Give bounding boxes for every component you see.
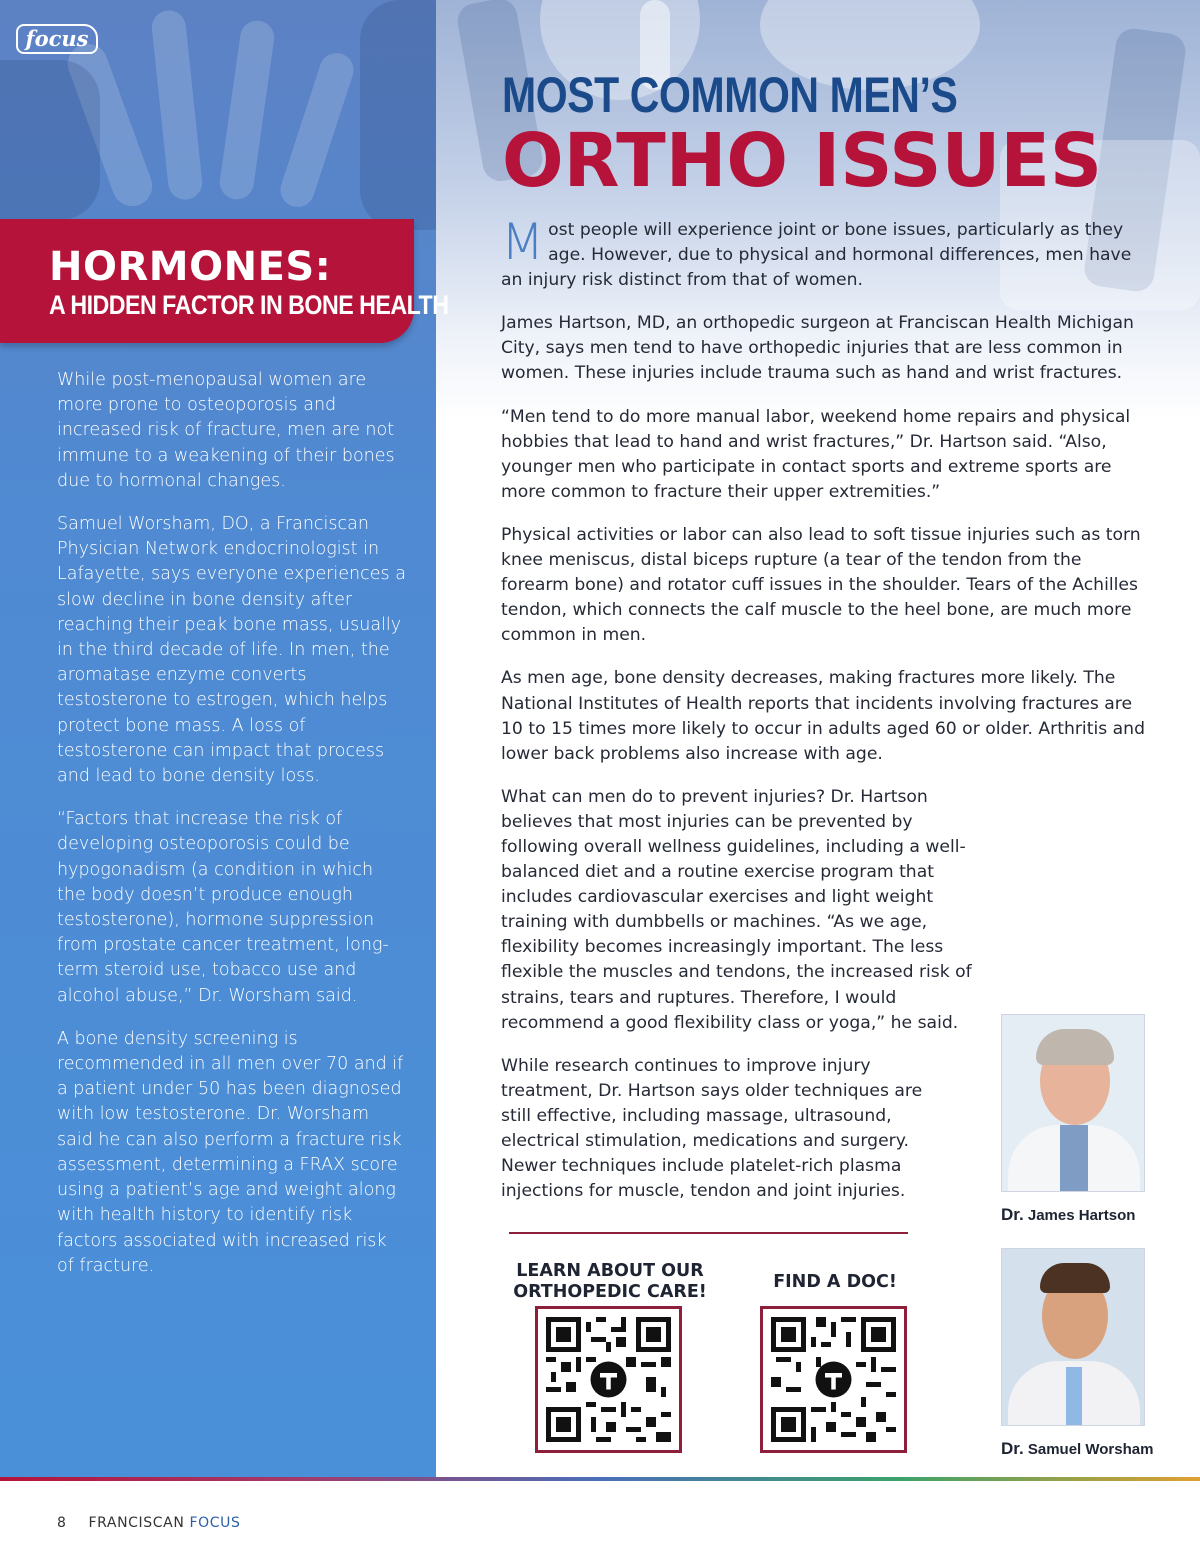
article-lead-text: ost people will experience joint or bone issues, particularly as they age. However, due to physical and hormonal differences, men have an injury risk distinct from that of women. bbox=[501, 220, 1132, 291]
sidebar-subtitle: A HIDDEN FACTOR IN BONE HEALTH bbox=[49, 290, 449, 320]
divider bbox=[509, 1232, 908, 1234]
article-paragraph: As men age, bone density decreases, making fractures more likely. The National Institutes of Health reports that incidents involving fractures are 10 to 15 times more likely to occur in adults aged 60 or older. Arthritis and lower back problems also increase with age. bbox=[501, 668, 1145, 764]
article-paragraph: “Men tend to do more manual labor, weekend home repairs and physical hobbies that lead to hand and wrist fractures,” Dr. Hartson said. “Also, younger men who participate in contact sports and extreme sports are more common to fracture their upper extremities.” bbox=[501, 406, 1131, 502]
qr-pattern bbox=[546, 1317, 671, 1442]
article-paragraph: While research continues to improve injury treatment, Dr. Hartson says older techniques are still effective, including massage, ultrasound, electrical stimulation, medications and surgery. Newer techniques include platelet-rich plasma injections for muscle, tendon and joint injuries. bbox=[501, 1055, 923, 1202]
article-paragraph: James Hartson, MD, an orthopedic surgeon at Franciscan Health Michigan City, says men tend to have orthopedic injuries that are less common in women. These injuries include trauma such as hand and wrist fractures. bbox=[501, 313, 1134, 384]
qr-code-find-doc[interactable] bbox=[760, 1306, 907, 1453]
sidebar-paragraph: While post-menopausal women are more prone to osteoporosis and increased risk of fracture, men are not immune to a weakening of their bones due to hormonal changes. bbox=[57, 370, 395, 491]
caption-james-hartson: Dr. James Hartson bbox=[1001, 1205, 1136, 1224]
article-lead bbox=[501, 213, 1149, 293]
caption-samuel-worsham: Dr. Samuel Worsham bbox=[1001, 1439, 1154, 1458]
sidebar-body bbox=[57, 368, 407, 1297]
drop-cap: M bbox=[501, 213, 545, 271]
footer-stripe bbox=[0, 1477, 1200, 1481]
cta-find-doc-label: FIND A DOC! bbox=[773, 1272, 897, 1292]
sidebar-title: HORMONES: bbox=[49, 244, 332, 290]
portrait-james-hartson bbox=[1001, 1014, 1145, 1192]
article-headline: ORTHO ISSUES bbox=[502, 118, 1103, 204]
article-paragraph: What can men do to prevent injuries? Dr. Hartson believes that most injuries can be prevented by following overall wellness guidelines, including a well-balanced diet and a routine exercise program that includes cardiovascular exercises and light weight training with dumbbells or machines. “As we age, flexibility becomes increasingly important. The less flexible the muscles and tendons, the increased risk of strains, tears and ruptures. Therefore, I would recommend a good flexibility class or yoga,” he said. bbox=[501, 786, 972, 1033]
publication-accent: FOCUS bbox=[189, 1515, 241, 1531]
article-kicker: MOST COMMON MEN’S bbox=[502, 67, 958, 123]
sidebar-paragraph: “Factors that increase the risk of developing osteoporosis could be hypogonadism (a condition in which the body doesn’t produce enough testosterone), hormone suppression from prostate cancer treatment, long-term steroid use, tobacco use and alcohol abuse,” Dr. Worsham said. bbox=[57, 809, 389, 1006]
article-paragraph: Physical activities or labor can also lead to soft tissue injuries such as torn knee meniscus, distal biceps rupture (a tear of the tendon from the forearm bone) and rotator cuff issues in the shoulder. Tears of the Achilles tendon, which connects the calf muscle to the heel bone, are much more common in men. bbox=[501, 524, 1141, 646]
sidebar-paragraph: Samuel Worsham, DO, a Franciscan Physician Network endocrinologist in Lafayette, says everyone experiences a slow decline in bone density after reaching their peak bone mass, usually in the third decade of life. In men, the aromatase enzyme converts testosterone to estrogen, which helps protect bone mass. A loss of testosterone can impact that process and lead to bone density loss. bbox=[57, 514, 406, 787]
qr-pattern bbox=[771, 1317, 896, 1442]
sidebar-paragraph: A bone density screening is recommended in all men over 70 and if a patient under 50 has been diagnosed with low testosterone. Dr. Worsham said he can also perform a fracture risk assessment, determining a FRAX score using a patient’s age and weight along with health history to identify risk factors associated with increased risk of fracture. bbox=[57, 1028, 404, 1276]
cta-ortho-care-label: LEARN ABOUT OUR ORTHOPEDIC CARE! bbox=[513, 1261, 707, 1302]
focus-logo: focus bbox=[16, 24, 98, 54]
qr-code-ortho-care[interactable] bbox=[535, 1306, 682, 1453]
publication-name: FRANCISCAN bbox=[88, 1515, 185, 1531]
portrait-samuel-worsham bbox=[1001, 1248, 1145, 1426]
page-footer bbox=[57, 1515, 240, 1531]
page-number: 8 bbox=[57, 1515, 67, 1531]
